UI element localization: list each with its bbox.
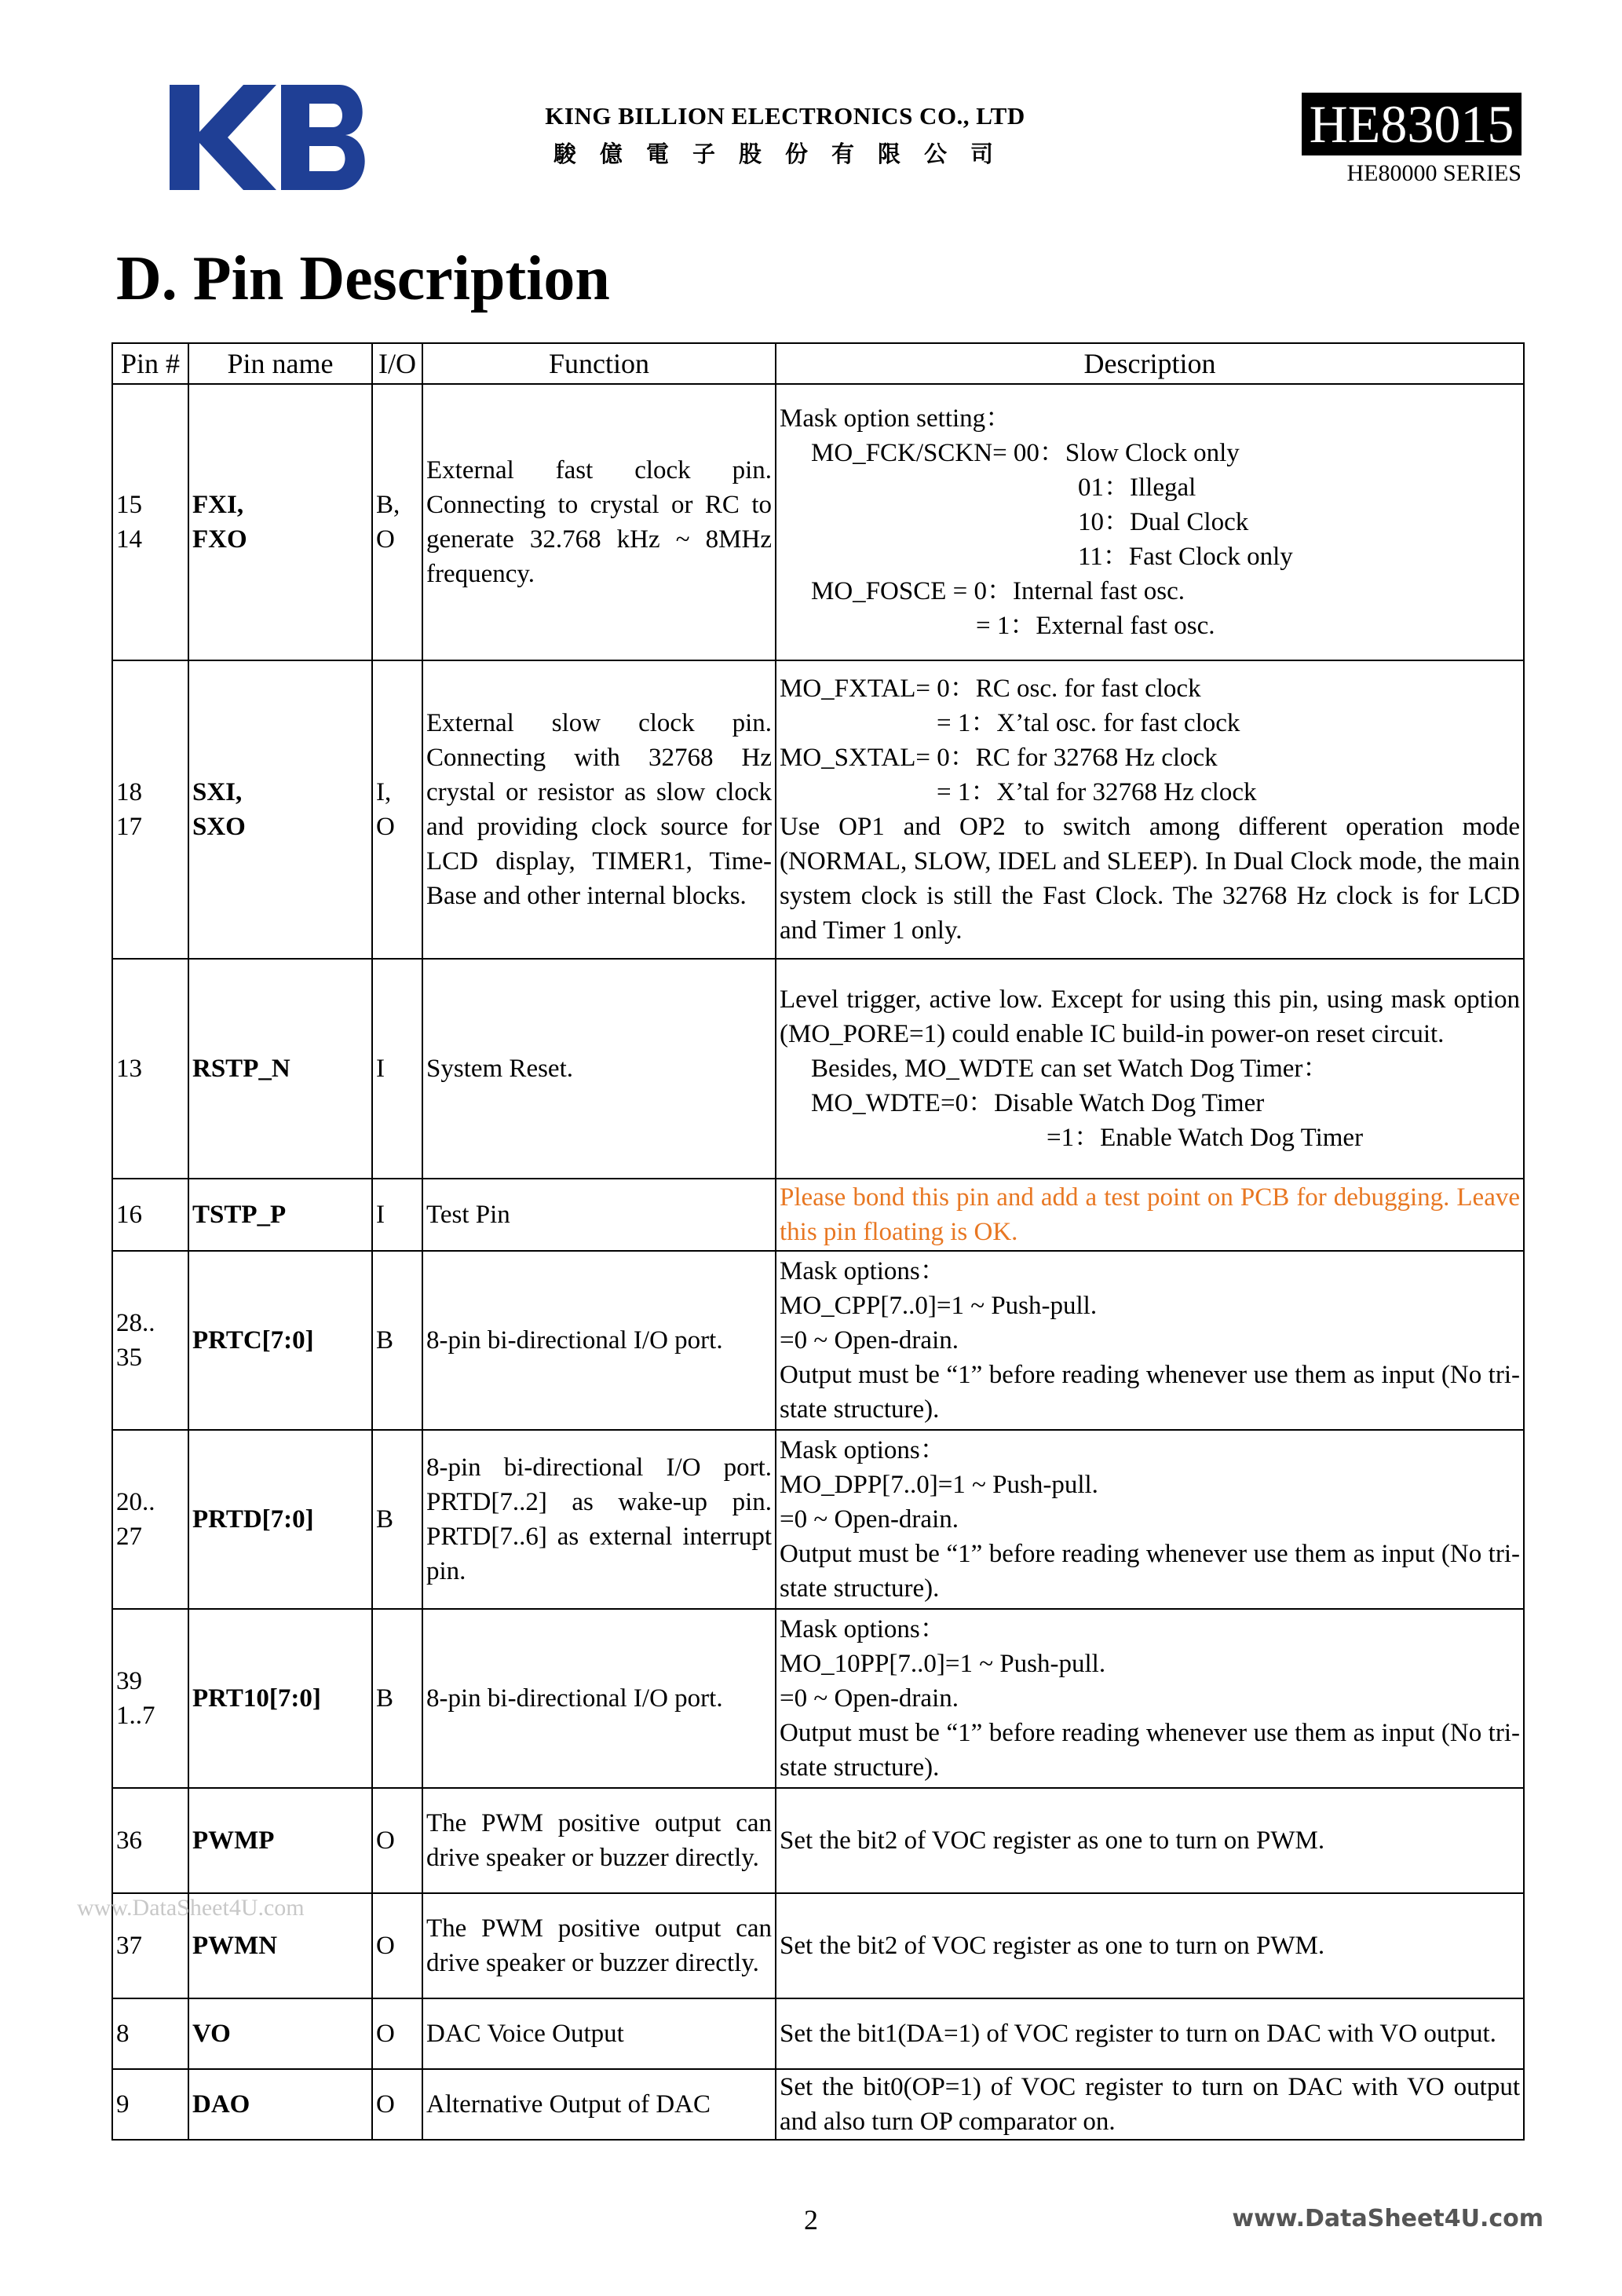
io-cell: O <box>372 2069 422 2140</box>
io-cell <box>372 384 422 660</box>
io-cell: B <box>372 1251 422 1430</box>
description-line: MO_FXTAL= 0：RC osc. for fast clock <box>780 675 1201 703</box>
io-type: O <box>376 525 395 554</box>
description-line: =1：Enable Watch Dog Timer <box>1047 1124 1364 1152</box>
description-line: MO_FOSCE = 0：Internal fast osc. <box>811 577 1185 605</box>
io-cell: B <box>372 1430 422 1609</box>
model-badge: HE83015 <box>1302 93 1522 155</box>
pin-name-cell: PWMN <box>188 1893 372 1998</box>
description-line: Mask option setting： <box>780 404 1012 433</box>
pin-number-cell <box>112 1430 188 1609</box>
description-cell <box>776 1609 1524 1788</box>
description-cell <box>776 1430 1524 1609</box>
function-cell: External fast clock pin. Connecting to crystal or RC to generate 32.768 kHz ~ 8MHz frequency. <box>422 384 776 660</box>
table-row <box>112 1609 1524 1788</box>
pin-name: SXI, <box>192 778 243 806</box>
io-type: B, <box>376 491 400 519</box>
pin-name: FXO <box>192 525 247 554</box>
table-row <box>112 1430 1524 1609</box>
pin-name-cell: PWMP <box>188 1788 372 1893</box>
watermark-footer: www.DataSheet4U.com <box>1232 2205 1543 2232</box>
function-cell: External slow clock pin. Connecting with 32768 Hz crystal or resistor as slow clock and providing clock source for LCD display, TIMER1, Time-Base and other internal blocks. <box>422 660 776 959</box>
description-cell <box>776 959 1524 1179</box>
io-cell: O <box>372 1893 422 1998</box>
pin-number-cell <box>112 660 188 959</box>
table-row <box>112 1998 1524 2069</box>
pin-name: SXO <box>192 813 246 841</box>
pin-number: 14 <box>116 525 142 554</box>
table-row <box>112 959 1524 1179</box>
pin-number: 1..7 <box>116 1702 155 1730</box>
pin-number-cell: 36 <box>112 1788 188 1893</box>
io-type: I, <box>376 778 392 806</box>
io-type: O <box>376 813 395 841</box>
column-header-description: Description <box>776 343 1524 384</box>
pin-number-cell: 37 <box>112 1893 188 1998</box>
description-line: =0 ~ Open-drain. <box>780 1684 959 1713</box>
pin-number-cell: 9 <box>112 2069 188 2140</box>
company-name-zh: 駿億電子股份有限公司 <box>553 141 1017 167</box>
io-cell: I <box>372 1179 422 1251</box>
pin-name-cell: DAO <box>188 2069 372 2140</box>
pin-number-cell: 8 <box>112 1998 188 2069</box>
pin-number-cell: 13 <box>112 959 188 1179</box>
description-line: MO_10PP[7..0]=1 ~ Push-pull. <box>780 1650 1106 1678</box>
description-cell <box>776 1251 1524 1430</box>
table-row <box>112 1179 1524 1251</box>
description-line: Besides, MO_WDTE can set Watch Dog Timer： <box>811 1055 1329 1083</box>
table-row <box>112 384 1524 660</box>
table-row <box>112 1788 1524 1893</box>
pin-name-cell: VO <box>188 1998 372 2069</box>
column-header-pin: Pin # <box>112 343 188 384</box>
description-line: MO_WDTE=0：Disable Watch Dog Timer <box>811 1089 1265 1117</box>
pin-description-table <box>111 342 1525 2141</box>
table-row <box>112 660 1524 959</box>
description-line: Mask options： <box>780 1436 946 1464</box>
description-line: MO_SXTAL= 0：RC for 32768 Hz clock <box>780 744 1218 772</box>
pin-number: 17 <box>116 813 142 841</box>
table-header-row <box>112 343 1524 384</box>
description-line: Output must be “1” before reading whenever use them as input (No tri-state structure). <box>780 1719 1520 1782</box>
io-cell: B <box>372 1609 422 1788</box>
table-row <box>112 1251 1524 1430</box>
watermark-left: www.DataSheet4U.com <box>77 1895 305 1921</box>
function-cell: System Reset. <box>422 959 776 1179</box>
description-line: MO_CPP[7..0]=1 ~ Push-pull. <box>780 1292 1098 1320</box>
io-cell <box>372 660 422 959</box>
pin-number-cell <box>112 1251 188 1430</box>
description-cell: Set the bit2 of VOC register as one to turn on PWM. <box>776 1893 1524 1998</box>
description-line: 11：Fast Clock only <box>1078 543 1293 571</box>
table-row <box>112 2069 1524 2140</box>
description-line: Output must be “1” before reading whenever use them as input (No tri-state structure). <box>780 1540 1520 1603</box>
description-line: = 1：X’tal for 32768 Hz clock <box>937 778 1257 806</box>
description-line: = 1：External fast osc. <box>976 612 1215 640</box>
description-line: Mask options： <box>780 1615 946 1643</box>
io-cell: O <box>372 1788 422 1893</box>
pin-number: 20.. <box>116 1488 155 1516</box>
description-line: Mask options： <box>780 1257 946 1285</box>
function-cell: Alternative Output of DAC <box>422 2069 776 2140</box>
description-cell <box>776 384 1524 660</box>
io-cell: O <box>372 1998 422 2069</box>
function-cell: 8-pin bi-directional I/O port. <box>422 1251 776 1430</box>
description-line: = 1：X’tal osc. for fast clock <box>937 709 1240 737</box>
description-line: Level trigger, active low. Except for using this pin, using mask option (MO_PORE=1) could enable IC build-in power-on reset circuit. <box>780 985 1520 1048</box>
pin-number-cell <box>112 1609 188 1788</box>
description-line: 10：Dual Clock <box>1078 508 1249 536</box>
column-header-function: Function <box>422 343 776 384</box>
description-cell: Set the bit1(DA=1) of VOC register to turn on DAC with VO output. <box>776 1998 1524 2069</box>
company-header <box>440 102 1131 169</box>
function-cell: The PWM positive output can drive speaker or buzzer directly. <box>422 1893 776 1998</box>
pin-name-cell: PRTD[7:0] <box>188 1430 372 1609</box>
pin-name-cell: TSTP_P <box>188 1179 372 1251</box>
section-title: D. Pin Description <box>116 244 610 313</box>
kb-logo <box>165 79 377 196</box>
pin-name-cell: RSTP_N <box>188 959 372 1179</box>
description-line: =0 ~ Open-drain. <box>780 1326 959 1355</box>
pin-number-cell <box>112 384 188 660</box>
pin-name-cell <box>188 384 372 660</box>
pin-number: 15 <box>116 491 142 519</box>
pin-number: 35 <box>116 1344 142 1372</box>
description-cell: Set the bit0(OP=1) of VOC register to turn on DAC with VO output and also turn OP comparator on. <box>776 2069 1524 2140</box>
description-line: MO_FCK/SCKN= 00：Slow Clock only <box>811 439 1240 467</box>
function-cell: Test Pin <box>422 1179 776 1251</box>
description-line: Use OP1 and OP2 to switch among different operation mode (NORMAL, SLOW, IDEL and SLEEP). In Dual Clock mode, the main system clock is still the Fast Clock. The 32768 Hz clock is for LCD and Timer 1 only. <box>780 813 1520 945</box>
function-cell: The PWM positive output can drive speaker or buzzer directly. <box>422 1788 776 1893</box>
function-cell: DAC Voice Output <box>422 1998 776 2069</box>
description-cell <box>776 660 1524 959</box>
page-number: 2 <box>804 2204 818 2236</box>
pin-name: FXI, <box>192 491 244 519</box>
column-header-io: I/O <box>372 343 422 384</box>
pin-name-cell: PRT10[7:0] <box>188 1609 372 1788</box>
function-cell: 8-pin bi-directional I/O port. PRTD[7..2] as wake-up pin. PRTD[7..6] as external interrupt pin. <box>422 1430 776 1609</box>
description-line: 01：Illegal <box>1078 473 1196 502</box>
description-cell: Set the bit2 of VOC register as one to turn on PWM. <box>776 1788 1524 1893</box>
pin-number: 39 <box>116 1667 142 1695</box>
function-cell: 8-pin bi-directional I/O port. <box>422 1609 776 1788</box>
column-header-pin-name: Pin name <box>188 343 372 384</box>
pin-number: 18 <box>116 778 142 806</box>
description-line: Output must be “1” before reading whenever use them as input (No tri-state structure). <box>780 1361 1520 1424</box>
table-row <box>112 1893 1524 1998</box>
description-cell: Please bond this pin and add a test point on PCB for debugging. Leave this pin floating is OK. <box>776 1179 1524 1251</box>
series-label: HE80000 SERIES <box>1346 160 1522 186</box>
pin-name-cell <box>188 660 372 959</box>
description-line: =0 ~ Open-drain. <box>780 1505 959 1534</box>
io-cell: I <box>372 959 422 1179</box>
pin-number-cell: 16 <box>112 1179 188 1251</box>
pin-number: 28.. <box>116 1309 155 1337</box>
pin-number: 27 <box>116 1523 142 1551</box>
company-name-en: KING BILLION ELECTRONICS CO., LTD <box>545 102 1025 130</box>
pin-name-cell: PRTC[7:0] <box>188 1251 372 1430</box>
description-line: MO_DPP[7..0]=1 ~ Push-pull. <box>780 1471 1098 1499</box>
